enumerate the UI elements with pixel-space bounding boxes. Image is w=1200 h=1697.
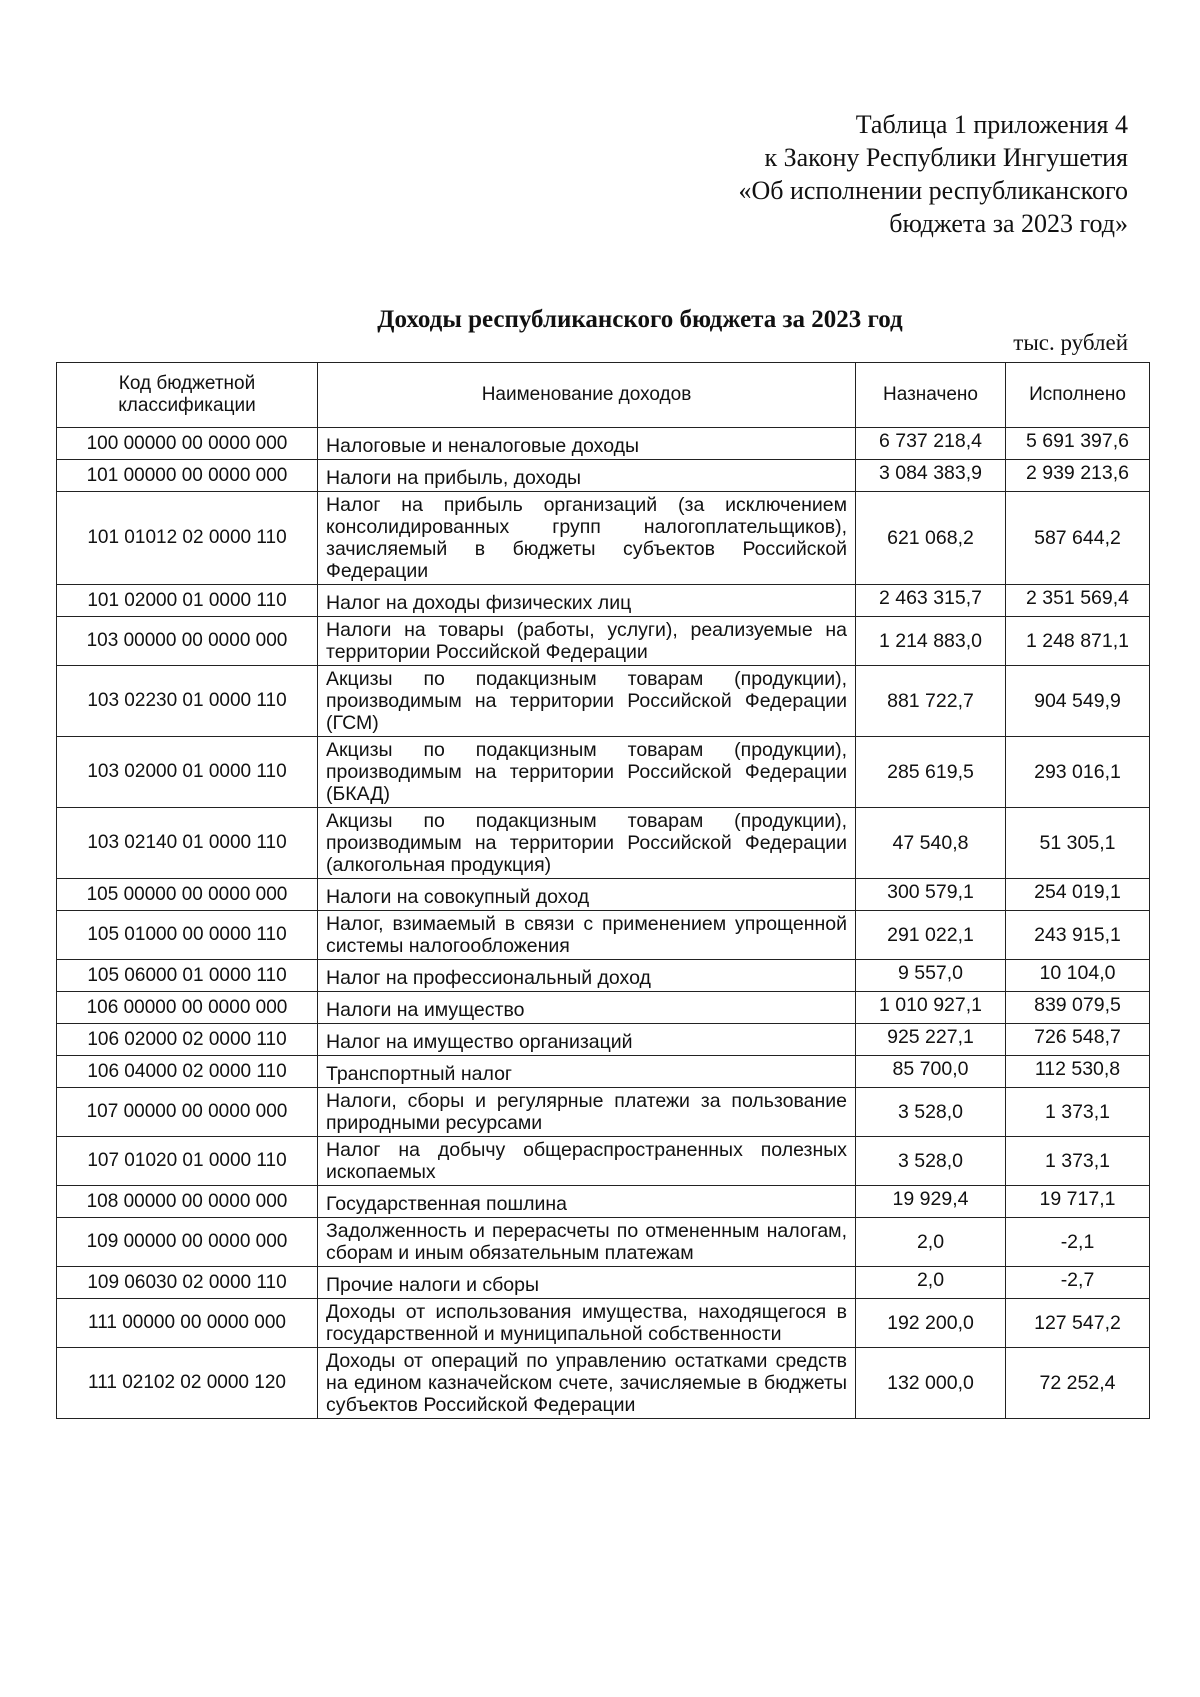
row-name: Налог на имущество организаций	[318, 1024, 856, 1056]
table-row	[57, 911, 1150, 960]
row-executed: 72 252,4	[1006, 1348, 1150, 1419]
row-executed: 51 305,1	[1006, 808, 1150, 879]
row-executed: 587 644,2	[1006, 492, 1150, 585]
table-row	[57, 460, 1150, 492]
row-code: 103 02230 01 0000 110	[57, 666, 318, 737]
row-name: Транспортный налог	[318, 1056, 856, 1088]
row-name: Акцизы по подакцизным товарам (продукции), производимым на территории Российской Федерации (алкогольная продукция)	[318, 808, 856, 879]
row-planned: 291 022,1	[856, 911, 1006, 960]
table-row	[57, 1218, 1150, 1267]
table-row	[57, 992, 1150, 1024]
row-executed: 112 530,8	[1006, 1056, 1150, 1088]
row-code: 107 01020 01 0000 110	[57, 1137, 318, 1186]
row-code: 103 02000 01 0000 110	[57, 737, 318, 808]
row-planned: 1 010 927,1	[856, 992, 1006, 1024]
row-code: 106 02000 02 0000 110	[57, 1024, 318, 1056]
document-title: Доходы республиканского бюджета за 2023 год	[377, 306, 903, 333]
row-executed: 839 079,5	[1006, 992, 1150, 1024]
row-planned: 881 722,7	[856, 666, 1006, 737]
row-code: 101 02000 01 0000 110	[57, 585, 318, 617]
row-name: Доходы от операций по управлению остатками средств на едином казначейском счете, зачисляемые в бюджеты субъектов Российской Федерации	[318, 1348, 856, 1419]
row-name: Налоги на прибыль, доходы	[318, 460, 856, 492]
units-label: тыс. рублей	[1013, 330, 1128, 355]
row-name: Прочие налоги и сборы	[318, 1267, 856, 1299]
table-row	[57, 1186, 1150, 1218]
table-row	[57, 617, 1150, 666]
row-name: Налоги на совокупный доход	[318, 879, 856, 911]
table-row	[57, 428, 1150, 460]
row-name: Акцизы по подакцизным товарам (продукции), производимым на территории Российской Федерации (ГСМ)	[318, 666, 856, 737]
row-name: Налоги на имущество	[318, 992, 856, 1024]
table-row	[57, 1024, 1150, 1056]
row-name: Налоги на товары (работы, услуги), реализуемые на территории Российской Федерации	[318, 617, 856, 666]
row-code: 103 00000 00 0000 000	[57, 617, 318, 666]
row-executed: 243 915,1	[1006, 911, 1150, 960]
row-planned: 47 540,8	[856, 808, 1006, 879]
row-planned: 132 000,0	[856, 1348, 1006, 1419]
table-header-row	[57, 363, 1150, 428]
row-planned: 9 557,0	[856, 960, 1006, 992]
row-code: 103 02140 01 0000 110	[57, 808, 318, 879]
row-executed: 293 016,1	[1006, 737, 1150, 808]
table-row	[57, 1137, 1150, 1186]
row-name: Государственная пошлина	[318, 1186, 856, 1218]
row-executed: 1 373,1	[1006, 1088, 1150, 1137]
row-executed: 10 104,0	[1006, 960, 1150, 992]
table-row	[57, 808, 1150, 879]
row-name: Налог на профессиональный доход	[318, 960, 856, 992]
row-executed: 1 248 871,1	[1006, 617, 1150, 666]
row-planned: 1 214 883,0	[856, 617, 1006, 666]
row-code: 111 00000 00 0000 000	[57, 1299, 318, 1348]
table-row	[57, 960, 1150, 992]
row-planned: 2,0	[856, 1218, 1006, 1267]
row-executed: -2,7	[1006, 1267, 1150, 1299]
appendix-line-1: Таблица 1 приложения 4	[855, 110, 1128, 139]
revenue-table	[56, 362, 1150, 1419]
row-planned: 621 068,2	[856, 492, 1006, 585]
row-name: Доходы от использования имущества, находящегося в государственной и муниципальной собственности	[318, 1299, 856, 1348]
row-executed: 904 549,9	[1006, 666, 1150, 737]
row-name: Акцизы по подакцизным товарам (продукции), производимым на территории Российской Федерации (БКАД)	[318, 737, 856, 808]
row-planned: 285 619,5	[856, 737, 1006, 808]
row-code: 106 04000 02 0000 110	[57, 1056, 318, 1088]
row-code: 107 00000 00 0000 000	[57, 1088, 318, 1137]
row-planned: 3 528,0	[856, 1137, 1006, 1186]
appendix-header	[738, 108, 1128, 240]
row-name: Налог, взимаемый в связи с применением упрощенной системы налогообложения	[318, 911, 856, 960]
row-code: 101 00000 00 0000 000	[57, 460, 318, 492]
row-planned: 192 200,0	[856, 1299, 1006, 1348]
table-row	[57, 666, 1150, 737]
column-header-executed: Исполнено	[1006, 363, 1150, 428]
row-name: Налоговые и неналоговые доходы	[318, 428, 856, 460]
row-code: 106 00000 00 0000 000	[57, 992, 318, 1024]
row-code: 105 01000 00 0000 110	[57, 911, 318, 960]
table-row	[57, 1088, 1150, 1137]
row-code: 109 06030 02 0000 110	[57, 1267, 318, 1299]
row-executed: 254 019,1	[1006, 879, 1150, 911]
column-header-name: Наименование доходов	[318, 363, 856, 428]
row-name: Налог на доходы физических лиц	[318, 585, 856, 617]
row-code: 111 02102 02 0000 120	[57, 1348, 318, 1419]
row-executed: 127 547,2	[1006, 1299, 1150, 1348]
row-planned: 2,0	[856, 1267, 1006, 1299]
table-row	[57, 492, 1150, 585]
row-planned: 300 579,1	[856, 879, 1006, 911]
appendix-line-2: к Закону Республики Ингушетия	[764, 143, 1128, 172]
table-row	[57, 737, 1150, 808]
row-planned: 3 084 383,9	[856, 460, 1006, 492]
row-name: Налог на добычу общераспространенных полезных ископаемых	[318, 1137, 856, 1186]
table-row	[57, 1056, 1150, 1088]
row-name: Задолженность и перерасчеты по отмененным налогам, сборам и иным обязательным платежам	[318, 1218, 856, 1267]
column-header-planned: Назначено	[856, 363, 1006, 428]
row-planned: 3 528,0	[856, 1088, 1006, 1137]
row-code: 108 00000 00 0000 000	[57, 1186, 318, 1218]
row-name: Налоги, сборы и регулярные платежи за пользование природными ресурсами	[318, 1088, 856, 1137]
row-planned: 6 737 218,4	[856, 428, 1006, 460]
row-code: 100 00000 00 0000 000	[57, 428, 318, 460]
table-row	[57, 585, 1150, 617]
row-code: 101 01012 02 0000 110	[57, 492, 318, 585]
row-executed: -2,1	[1006, 1218, 1150, 1267]
table-row	[57, 879, 1150, 911]
row-executed: 2 939 213,6	[1006, 460, 1150, 492]
row-executed: 19 717,1	[1006, 1186, 1150, 1218]
row-planned: 19 929,4	[856, 1186, 1006, 1218]
row-code: 105 00000 00 0000 000	[57, 879, 318, 911]
table-row	[57, 1348, 1150, 1419]
row-executed: 1 373,1	[1006, 1137, 1150, 1186]
row-code: 105 06000 01 0000 110	[57, 960, 318, 992]
column-header-code: Код бюджетной классификации	[57, 363, 318, 428]
row-executed: 2 351 569,4	[1006, 585, 1150, 617]
table-row	[57, 1267, 1150, 1299]
row-code: 109 00000 00 0000 000	[57, 1218, 318, 1267]
row-planned: 2 463 315,7	[856, 585, 1006, 617]
row-executed: 5 691 397,6	[1006, 428, 1150, 460]
row-planned: 85 700,0	[856, 1056, 1006, 1088]
appendix-line-4: бюджета за 2023 год»	[889, 209, 1128, 238]
row-name: Налог на прибыль организаций (за исключением консолидированных групп налогоплательщиков), зачисляемый в бюджеты субъектов Российской Федерации	[318, 492, 856, 585]
row-planned: 925 227,1	[856, 1024, 1006, 1056]
appendix-line-3: «Об исполнении республиканского	[738, 176, 1128, 205]
row-executed: 726 548,7	[1006, 1024, 1150, 1056]
table-row	[57, 1299, 1150, 1348]
